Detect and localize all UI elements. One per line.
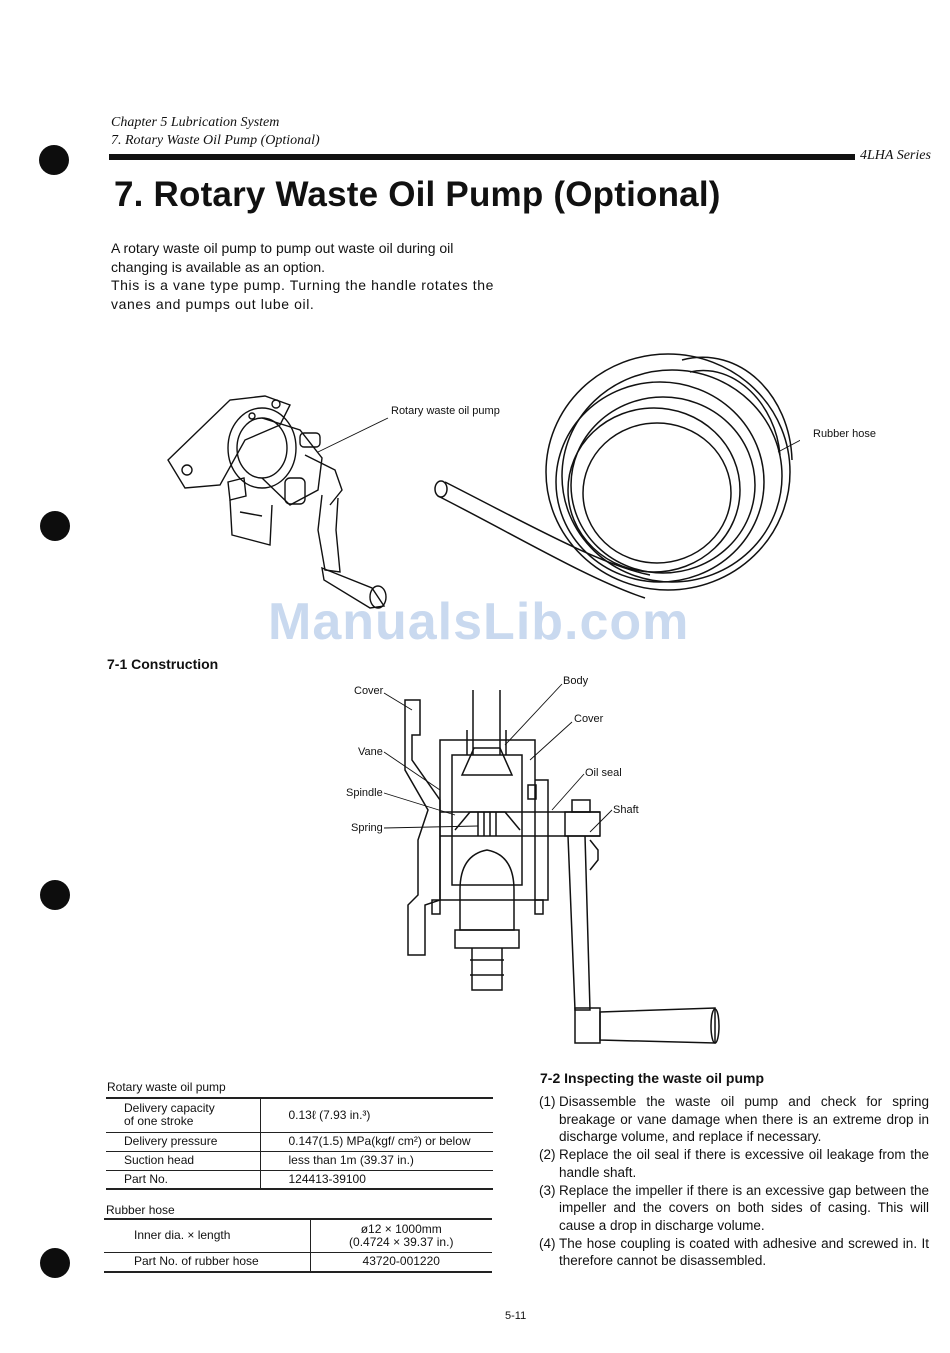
pump-cross-section-diagram bbox=[380, 680, 730, 1050]
hose-callout: Rubber hose bbox=[813, 428, 876, 440]
table-cell-label: Part No. of rubber hose bbox=[104, 1252, 310, 1272]
intro-paragraph: This is a vane type pump. Turning the handle rotates the vanes and pumps out lube oil. bbox=[111, 277, 495, 312]
table-cell-label: Suction head bbox=[106, 1151, 260, 1170]
pump-callout: Rotary waste oil pump bbox=[391, 405, 500, 417]
inspection-heading: 7-2 Inspecting the waste oil pump bbox=[540, 1070, 765, 1086]
binder-hole bbox=[40, 1248, 70, 1278]
list-item: (3) Replace the impeller if there is an excessive gap between the impeller and the covers on both sides of casing. This will cause a drop in discharge volume. bbox=[539, 1182, 929, 1233]
table-row bbox=[106, 1151, 493, 1170]
pump-and-hose-illustration bbox=[160, 350, 800, 620]
cover-right-callout: Cover bbox=[574, 713, 604, 725]
list-item: (1) Disassemble the waste oil pump and check for spring breakage or vane damage when there is an extreme drop in discharge volume, and replace if necessary. bbox=[539, 1094, 929, 1145]
table-cell-label: Inner dia. × length bbox=[104, 1219, 310, 1252]
table-row bbox=[104, 1252, 492, 1272]
table-cell-value: ø12 × 1000mm (0.4724 × 39.37 in.) bbox=[310, 1219, 492, 1252]
list-item: (2) Replace the oil seal if there is excessive oil leakage from the handle shaft. bbox=[539, 1147, 929, 1180]
header-rule bbox=[109, 154, 855, 160]
oil-seal-callout: Oil seal bbox=[585, 767, 622, 779]
binder-hole bbox=[40, 511, 70, 541]
body-callout: Body bbox=[563, 675, 589, 687]
shaft-callout: Shaft bbox=[613, 804, 639, 816]
intro-paragraph: A rotary waste oil pump to pump out waste oil during oil changing is available as an option. bbox=[111, 240, 454, 275]
cover-left-callout: Cover bbox=[354, 685, 384, 697]
hose-spec-table bbox=[104, 1218, 492, 1273]
page-number: 5-11 bbox=[505, 1310, 527, 1322]
spring-callout: Spring bbox=[351, 822, 383, 834]
list-item: (4) The hose coupling is coated with adhesive and screwed in. It therefore cannot be disassembled. bbox=[539, 1235, 929, 1269]
table-cell-value: 43720-001220 bbox=[310, 1252, 492, 1272]
table-cell-label: Part No. bbox=[106, 1170, 260, 1189]
binder-hole bbox=[40, 880, 70, 910]
table-cell-label: Delivery capacity of one stroke bbox=[106, 1098, 260, 1132]
binder-hole bbox=[39, 145, 69, 175]
pump-spec-table bbox=[106, 1097, 493, 1190]
table-cell-value: 0.13ℓ (7.93 in.³) bbox=[260, 1098, 493, 1132]
table-row bbox=[106, 1098, 493, 1132]
section-header: 7. Rotary Waste Oil Pump (Optional) bbox=[111, 133, 320, 148]
spindle-callout: Spindle bbox=[346, 787, 383, 799]
table-cell-value: 0.147(1.5) MPa(kgf/ cm²) or below bbox=[260, 1132, 493, 1151]
table-row bbox=[106, 1132, 493, 1151]
pump-table-caption: Rotary waste oil pump bbox=[107, 1080, 226, 1094]
table-row bbox=[106, 1170, 493, 1189]
vane-callout: Vane bbox=[358, 746, 383, 758]
series-label: 4LHA Series bbox=[860, 148, 931, 163]
table-cell-value: less than 1m (39.37 in.) bbox=[260, 1151, 493, 1170]
watermark: ManualsLib.com bbox=[268, 593, 690, 651]
hose-table-caption: Rubber hose bbox=[106, 1203, 175, 1217]
chapter-header: Chapter 5 Lubrication System bbox=[111, 115, 280, 130]
table-cell-value: 124413-39100 bbox=[260, 1170, 493, 1189]
table-cell-label: Delivery pressure bbox=[106, 1132, 260, 1151]
construction-heading: 7-1 Construction bbox=[107, 656, 219, 672]
inspection-steps bbox=[539, 1093, 929, 1270]
page-title: 7. Rotary Waste Oil Pump (Optional) bbox=[114, 175, 721, 214]
table-row bbox=[104, 1219, 492, 1252]
